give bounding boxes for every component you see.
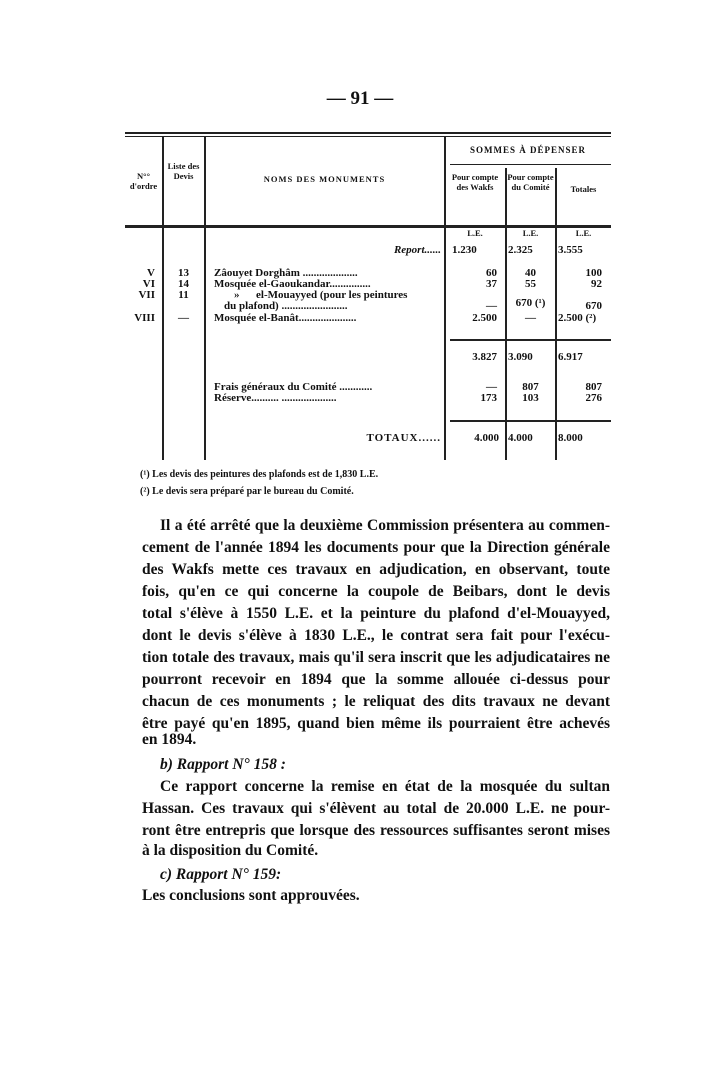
row-comite: — [525,312,536,324]
text-line: Il a été arrêté que la deuxième Commission présentera au commen- [160,517,610,534]
header-comite: Pour compte du Comité [507,172,554,192]
row-totales: 670 [585,300,602,312]
row-wakfs: — [486,300,497,312]
table-rule [450,339,611,341]
footnote: (¹) Les devis des peintures des plafonds est de 1,830 L.E. [140,469,379,480]
header-wakfs: Pour compte des Wakfs [451,172,499,192]
text-line: à la disposition du Comité. [142,842,319,859]
unit-label: L.E. [522,228,539,238]
unit-label: L.E. [467,228,483,238]
table-rule [450,164,611,165]
reserve-wakfs: 173 [480,392,497,404]
report-totales: 3.555 [558,244,583,256]
row-comite: 40 [525,267,536,279]
row-comite: 55 [525,278,536,290]
table-rule [125,225,611,228]
text-line: être payé qu'en 1895, quand bien même ils pourraient être achevés [142,715,610,732]
section-heading: b) Rapport N° 158 : [160,756,286,773]
totaux-comite: 4.000 [508,432,533,444]
row-liste: 11 [178,289,189,301]
row-totales: 92 [591,278,602,290]
frais-label: Frais généraux du Comité ............ [214,381,373,393]
text-line: chacun de ces monuments ; le reliquat des dits travaux ne devant [142,693,610,710]
column-divider [204,137,206,460]
row-ordre: VII [138,289,155,301]
group-header: SOMMES À DÉPENSER [469,145,586,155]
row-ordre: VI [142,278,155,290]
row-nom: Mosquée el-Gaoukandar............... [214,278,371,290]
frais-comite: 807 [522,381,539,393]
row-wakfs: 2.500 [472,312,497,324]
row-comite: 670 (¹) [515,297,546,309]
row-nom: » el-Mouayyed (pour les peintures [234,289,408,301]
text-line: en 1894. [142,731,197,748]
header-ordre: N°° d'ordre [129,171,158,191]
report-comite: 2.325 [508,244,533,256]
text-line: dont le devis s'élève à 1830 L.E., le contrat sera fait pour l'exécu- [142,627,610,644]
table-rule [125,132,611,134]
text-line: pourront recevoir en 1894 que la somme allouée ci-dessus pour [142,671,610,688]
row-liste: 13 [178,267,189,279]
reserve-totales: 276 [585,392,602,404]
text-line: tion totale des travaux, mais qu'il sera inscrit que les adjudicataires ne [142,649,610,666]
frais-totales: 807 [585,381,602,393]
text-line: Ce rapport concerne la remise en état de la mosquée du sultan [160,778,610,795]
row-nom-continued: du plafond) ........................ [224,300,348,312]
row-totales: 2.500 (²) [558,312,597,324]
text-line: Les conclusions sont approuvées. [142,887,360,904]
report-label: Report...... [393,244,441,256]
row-liste: 14 [178,278,189,290]
subtotal-wakfs: 3.827 [472,351,497,363]
text-line: total s'élève à 1550 L.E. et la peinture du plafond d'el-Mouayyed, [142,605,610,622]
reserve-label: Réserve.......... .................... [214,392,337,404]
text-line: ront être entrepris que lorsque des ressources suffisantes seront mises [142,822,610,839]
header-totales: Totales [570,184,597,194]
unit-label: L.E. [575,228,592,238]
reserve-comite: 103 [522,392,539,404]
page-number: — 91 — [326,88,394,109]
row-ordre: VIII [134,312,155,324]
text-line: fois, qu'en ce qui concerne la coupole de Beibars, dont le devis [142,583,610,600]
subtotal-comite: 3.090 [508,351,533,363]
table-rule [125,136,611,137]
table-rule [450,420,611,422]
column-divider [555,168,557,460]
row-wakfs: 37 [486,278,497,290]
text-line: Hassan. Ces travaux qui s'élèvent au total de 20.000 L.E. ne pour- [142,800,610,817]
row-wakfs: 60 [486,267,497,279]
header-liste: Liste des Devis [167,161,200,181]
subtotal-totales: 6.917 [558,351,583,363]
frais-wakfs: — [486,381,497,393]
row-nom: Mosquée el-Banât..................... [214,312,357,324]
header-noms: NOMS DES MONUMENTS [263,174,386,184]
report-wakfs: 1.230 [452,244,477,256]
totaux-label: TOTAUX...... [366,432,441,444]
totaux-wakfs: 4.000 [474,432,499,444]
row-nom: Zâouyet Dorghâm .................... [214,267,358,279]
row-ordre: V [147,267,155,279]
row-totales: 100 [585,267,602,279]
text-line: des Wakfs mette ces travaux en adjudication, en observant, toute [142,561,610,578]
totaux-totales: 8.000 [558,432,583,444]
row-liste: — [178,312,189,324]
footnote: (²) Le devis sera préparé par le bureau du Comité. [140,486,354,497]
section-heading: c) Rapport N° 159: [160,866,282,883]
text-line: cement de l'année 1894 les documents pour que la Direction générale [142,539,610,556]
